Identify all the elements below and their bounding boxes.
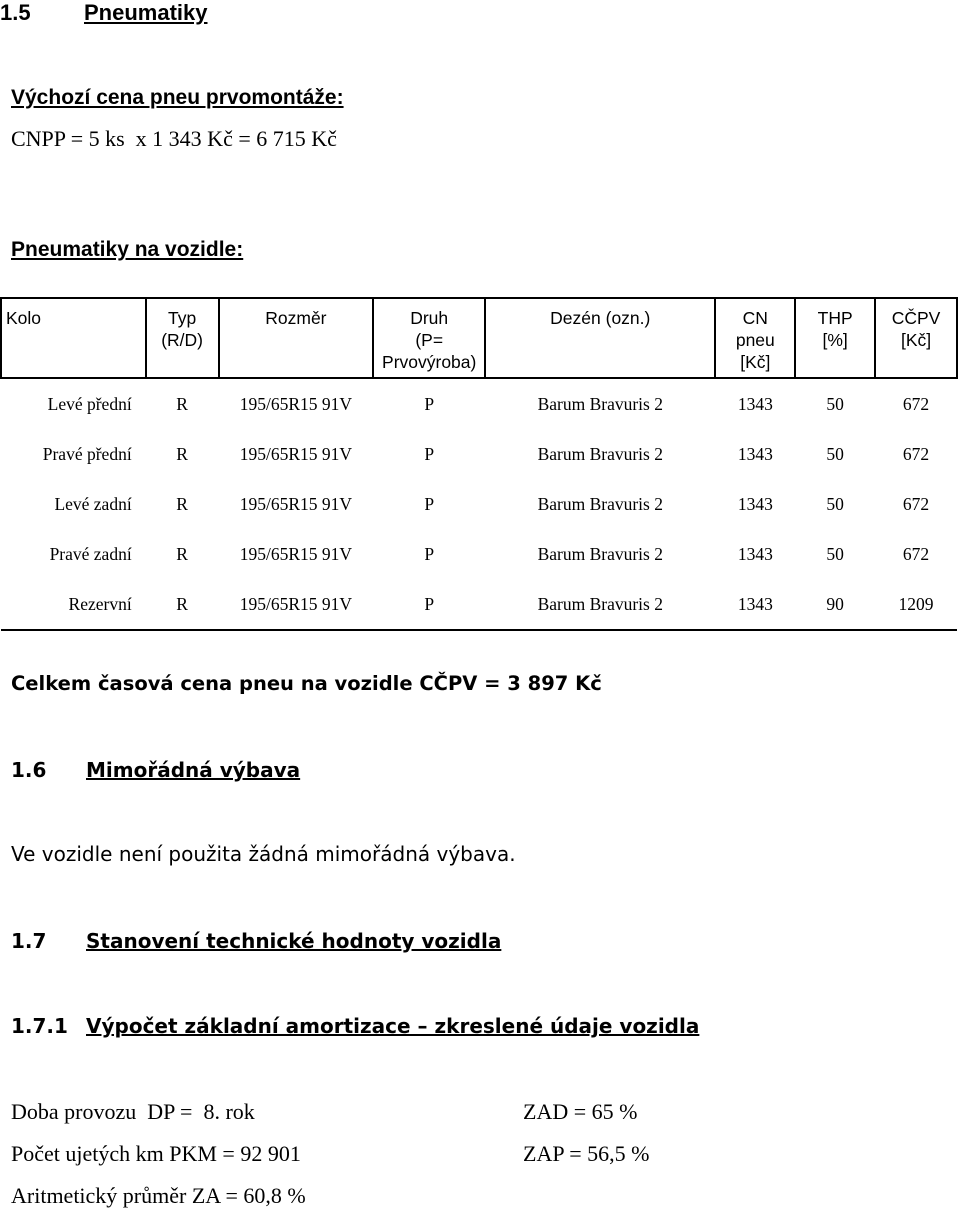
header-thp: THP [%]: [795, 298, 875, 378]
section-1-7-1-number: 1.7.1: [11, 1014, 68, 1038]
header-kolo: Kolo: [1, 298, 146, 378]
cell-cpv: 672: [902, 393, 930, 414]
cell-typ: R: [146, 579, 219, 630]
header-dezen: Dezén (ozn.): [485, 298, 715, 378]
cell-cpv: 672: [902, 443, 930, 464]
param-pocet-km: Počet ujetých km PKM = 92 901: [11, 1141, 301, 1166]
cell-rozmer: 195/65R15 91V: [219, 579, 374, 630]
section-1-7-title: Stanovení technické hodnoty vozidla: [86, 929, 502, 953]
cell-kolo: Pravé přední: [42, 443, 132, 464]
cell-thp: 50: [826, 543, 844, 564]
param-zad: ZAD = 65 %: [523, 1099, 638, 1124]
cell-dezen: Barum Bravuris 2: [537, 493, 663, 514]
cell-kolo: Rezervní: [1, 579, 146, 630]
section-1-5-number: 1.5: [0, 0, 31, 25]
cell-rozmer: 195/65R15 91V: [239, 443, 353, 464]
cell-kolo: Levé zadní: [54, 493, 132, 514]
initial-price-heading: Výchozí cena pneu prvomontáže:: [11, 86, 344, 109]
table-row: [1, 378, 957, 429]
cell-typ: R: [176, 443, 188, 464]
section-1-7-1-title: Výpočet základní amortizace – zkreslené údaje vozidla: [86, 1014, 700, 1038]
total-line: Celkem časová cena pneu na vozidle CČPV = 3 897 Kč: [11, 672, 602, 695]
cell-druh: P: [424, 493, 435, 514]
extra-equipment-text: Ve vozidle není použita žádná mimořádná výbava.: [11, 842, 516, 866]
cell-cn: 1343: [737, 543, 773, 564]
section-1-7-number: 1.7: [11, 929, 47, 953]
cell-cpv: 1209: [875, 579, 957, 630]
table-row: [1, 529, 957, 579]
cell-dezen: Barum Bravuris 2: [485, 579, 715, 630]
cell-druh: P: [373, 579, 485, 630]
header-cpv: CČPV [Kč]: [875, 298, 957, 378]
cell-druh: P: [424, 443, 435, 464]
cell-thp: 90: [795, 579, 875, 630]
cell-typ: R: [176, 543, 188, 564]
cell-rozmer: 195/65R15 91V: [239, 393, 353, 414]
section-1-6-title: Mimořádná výbava: [86, 758, 301, 782]
initial-price-formula: CNPP = 5 ks x 1 343 Kč = 6 715 Kč: [11, 126, 337, 151]
cell-cn: 1343: [737, 443, 773, 464]
cell-cn: 1343: [737, 493, 773, 514]
cell-thp: 50: [826, 393, 844, 414]
cell-druh: P: [424, 543, 435, 564]
cell-cn: 1343: [737, 393, 773, 414]
cell-cpv: 672: [902, 543, 930, 564]
table-header-row: [1, 298, 957, 378]
cell-cn: 1343: [715, 579, 795, 630]
cell-cpv: 672: [902, 493, 930, 514]
cell-thp: 50: [826, 493, 844, 514]
cell-rozmer: 195/65R15 91V: [239, 543, 353, 564]
header-cn: CN pneu [Kč]: [715, 298, 795, 378]
cell-typ: R: [176, 393, 188, 414]
table-row: [1, 429, 957, 479]
cell-druh: P: [424, 393, 435, 414]
param-zap: ZAP = 56,5 %: [523, 1141, 650, 1166]
cell-kolo: Levé přední: [47, 393, 132, 414]
cell-dezen: Barum Bravuris 2: [537, 393, 663, 414]
header-rozmer: Rozměr: [219, 298, 374, 378]
param-doba-provozu: Doba provozu DP = 8. rok: [11, 1099, 255, 1124]
cell-typ: R: [176, 493, 188, 514]
header-typ: Typ (R/D): [146, 298, 219, 378]
section-1-6-number: 1.6: [11, 758, 47, 782]
section-1-5-title: Pneumatiky: [84, 0, 208, 25]
cell-thp: 50: [826, 443, 844, 464]
tires-heading: Pneumatiky na vozidle:: [11, 238, 244, 261]
param-za: Aritmetický průměr ZA = 60,8 %: [11, 1183, 306, 1208]
header-druh: Druh (P= Prvovýroba): [373, 298, 485, 378]
table-row: [1, 479, 957, 529]
cell-dezen: Barum Bravuris 2: [537, 443, 663, 464]
table-row: [1, 579, 957, 630]
cell-kolo: Pravé zadní: [49, 543, 132, 564]
tires-table: [0, 297, 958, 631]
cell-dezen: Barum Bravuris 2: [537, 543, 663, 564]
cell-rozmer: 195/65R15 91V: [239, 493, 353, 514]
